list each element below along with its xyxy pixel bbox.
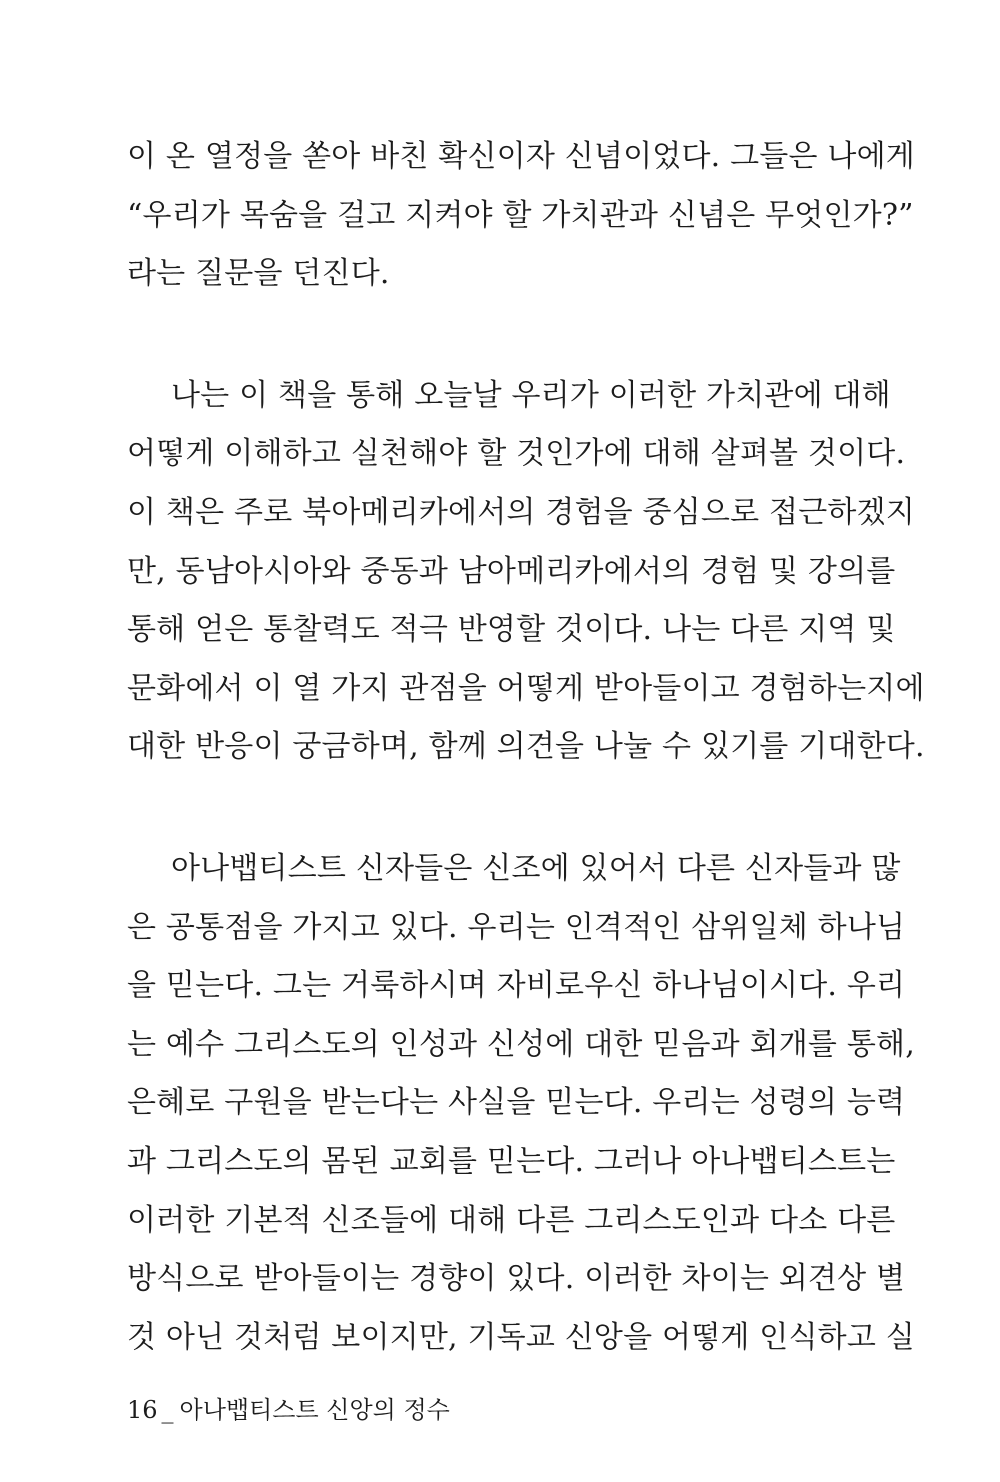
paragraph-gap — [127, 304, 837, 367]
body-text — [127, 128, 925, 1367]
text-line: 아나뱁티스트 신자들은 신조에 있어서 다른 신자들과 많 — [171, 850, 901, 886]
text-line: 은 공통점을 가지고 있다. 우리는 인격적인 삼위일체 하나님 — [127, 909, 906, 945]
paragraph-3 — [127, 840, 915, 1367]
paragraph-1 — [127, 128, 915, 304]
paragraph-2 — [127, 367, 925, 777]
text-line: 나는 이 책을 통해 오늘날 우리가 이러한 가치관에 대해 — [171, 377, 891, 413]
page-footer — [127, 1395, 450, 1425]
text-line: 은혜로 구원을 받는다는 사실을 믿는다. 우리는 성령의 능력 — [127, 1085, 906, 1121]
text-line: 을 믿는다. 그는 거룩하시며 자비로우신 하나님이시다. 우리 — [127, 968, 906, 1004]
text-line: 이 온 열정을 쏟아 바친 확신이자 신념이었다. 그들은 나에게 — [127, 139, 915, 174]
text-line: 라는 질문을 던진다. — [127, 256, 390, 292]
text-line: 는 예수 그리스도의 인성과 신성에 대한 믿음과 회개를 통해, — [127, 1026, 915, 1062]
text-line: 문화에서 이 열 가지 관점을 어떻게 받아들이고 경험하는지에 — [127, 670, 925, 706]
text-line: 통해 얻은 통찰력도 적극 반영할 것이다. 나는 다른 지역 및 — [127, 612, 896, 648]
text-line: 것 아닌 것처럼 보이지만, 기독교 신앙을 어떻게 인식하고 실 — [127, 1319, 915, 1355]
paragraph-gap — [127, 777, 837, 840]
text-line: 이 책은 주로 북아메리카에서의 경험을 중심으로 접근하겠지 — [127, 494, 915, 530]
text-line: 방식으로 받아들이는 경향이 있다. 이러한 차이는 외견상 별 — [127, 1261, 906, 1297]
page-number: 16 — [127, 1396, 158, 1424]
text-line: 만, 동남아시아와 중동과 남아메리카에서의 경험 및 강의를 — [127, 553, 896, 589]
text-line: 과 그리스도의 몸된 교회를 믿는다. 그러나 아나뱁티스트는 — [127, 1143, 896, 1179]
text-line: 어떻게 이해하고 실천해야 할 것인가에 대해 살펴볼 것이다. — [127, 436, 906, 472]
text-line: “우리가 목숨을 걸고 지켜야 할 가치관과 신념은 무엇인가?” — [127, 197, 914, 233]
text-line: 대한 반응이 궁금하며, 함께 의견을 나눌 수 있기를 기대한다. — [127, 729, 925, 765]
running-title: 아나뱁티스트 신앙의 정수 — [179, 1396, 450, 1424]
footer-separator: _ — [161, 1396, 174, 1424]
text-line: 이러한 기본적 신조들에 대해 다른 그리스도인과 다소 다른 — [127, 1202, 896, 1238]
